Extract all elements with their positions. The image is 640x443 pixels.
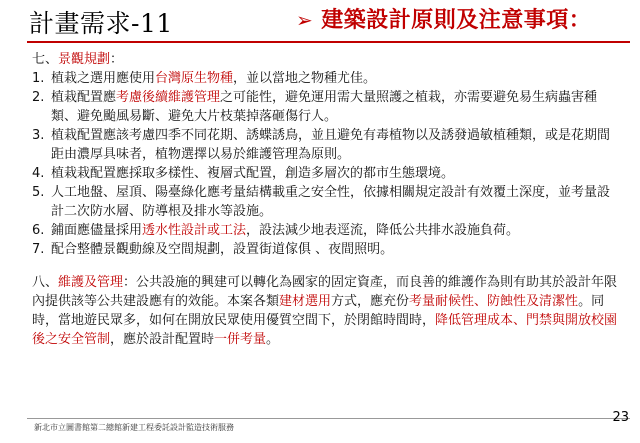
list-item [32, 88, 622, 126]
body-text: 植栽之選用應使用 [51, 71, 156, 86]
list-item [32, 183, 622, 221]
body-text: ，應於設計配置時 [110, 332, 215, 347]
list-item-number: 5. [32, 185, 45, 200]
body-text: 植栽配置應該考慮四季不同花期、誘蝶誘鳥，並且避免有毒植物以及誘發過敏植種類，或是花期間距由濃厚具味者，植物選擇以易於維護管理為原則。 [51, 128, 611, 162]
main-content [32, 50, 622, 349]
section-7-list [32, 69, 622, 259]
list-item-number: 1. [32, 71, 45, 86]
list-item [32, 69, 622, 88]
list-item [32, 240, 622, 259]
subtitle-text: 建築設計原則及注意事項： [321, 8, 592, 33]
body-text: 方式，應充份 [331, 294, 410, 309]
body-text: 人工地盤、屋頂、陽臺綠化應考量結構載重之安全性，依據相關規定設計有效覆土深度，並考量設計二次防水層、防導根及排水等設施。 [51, 185, 611, 219]
highlight-text: 維護及管理 [58, 275, 124, 290]
section-8-paragraph [32, 273, 622, 349]
highlight-text: 降低管理成本、門禁與開放校園後之安全管制 [32, 313, 618, 347]
highlight-text: 考量耐候性、防蝕性及清潔性 [409, 294, 579, 309]
body-text: 植栽栽配置應採取多樣性、複層式配置，創造多層次的都市生態環境。 [51, 166, 455, 181]
arrow-bullet-icon: ➢ [296, 8, 314, 32]
highlight-text: 透水性設計或工法 [142, 223, 247, 238]
body-text: 植栽配置應 [51, 90, 117, 105]
list-item-number: 6. [32, 223, 45, 238]
list-item-number: 3. [32, 128, 45, 143]
list-item [32, 126, 622, 164]
highlight-text: 建材選用 [279, 294, 332, 309]
footer-text: 新北市立圖書館第二總館新建工程委託設計監造技術服務 [34, 423, 234, 432]
highlight-text: 台灣原生物種 [155, 71, 234, 86]
body-text: 。同時，當地遊民眾多，如何在開放民眾使用優質空間下，於閉館時間時， [32, 294, 605, 328]
list-item-number: 2. [32, 90, 45, 105]
body-text: ，設法減少地表逕流，降低公共排水設施負荷。 [246, 223, 520, 238]
body-text: 鋪面應儘量採用 [51, 223, 143, 238]
page-title: 計畫需求-11 [29, 9, 173, 38]
highlight-text: 一併考量 [214, 332, 267, 347]
section-7-title: 景觀規劃 [58, 52, 111, 67]
section-7-heading: 七、景觀規劃： [32, 52, 124, 67]
list-item-number: 4. [32, 166, 45, 181]
title-divider [27, 41, 630, 43]
body-text: 。 [266, 332, 280, 347]
list-item [32, 164, 622, 183]
body-text: 配合整體景觀動線及空間規劃，設置街道傢俱 、夜間照明。 [51, 242, 394, 257]
body-text: 八、 [32, 275, 59, 290]
list-item-number: 7. [32, 242, 45, 257]
footer-divider [27, 418, 630, 419]
list-item [32, 221, 622, 240]
highlight-text: 考慮後續維護管理 [116, 90, 221, 105]
body-text: ，並以當地之物種尤佳。 [233, 71, 377, 86]
body-text: ：公共設施的興建可以轉化為國家的固定資產，而良善的維護作為則有助其於設計年限內提供該等公共建設應有的效能。本案各類 [32, 275, 618, 309]
body-text: 之可能性，避免運用需大量照護之植栽，亦需要避免易生病蟲害種類、避免颱風易斷、避免大片枝葉掉落砸傷行人。 [51, 90, 598, 124]
slide-subtitle [296, 3, 591, 34]
page-number: 23 [612, 410, 629, 425]
